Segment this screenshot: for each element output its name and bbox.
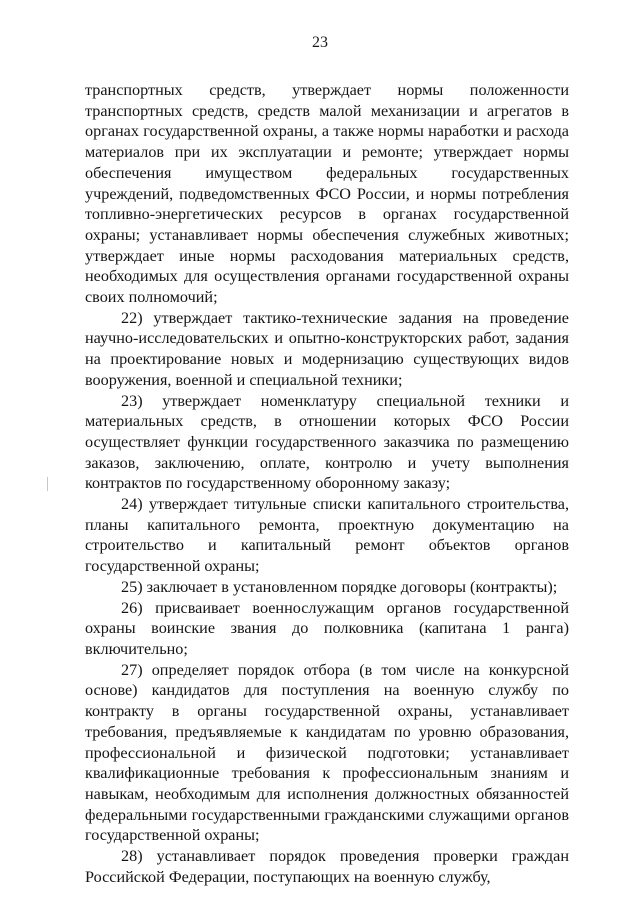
paragraph-23: 23) утверждает номенклатуру специальной техники и материальных средств, в отношении которых ФСО России осуществляет функции государственного заказчика по размещению заказов, заключению, оплате, контролю и учету выполнения контрактов по государственному оборонному заказу; (85, 391, 569, 493)
paragraph-24: 24) утверждает титульные списки капитального строительства, планы капитального ремонта, проектную документацию на строительство и капитальный ремонт объектов органов государственной охраны; (85, 495, 569, 576)
scan-margin-mark (47, 477, 48, 491)
paragraph-25: 25) заключает в установленном порядке договоры (контракты); (121, 577, 558, 596)
paragraph-26: 26) присваивает военнослужащим органов государственной охраны воинские звания до полковника (капитана 1 ранга) включительно; (85, 598, 569, 658)
paragraph-22: 22) утверждает тактико-технические задания на проведение научно-исследовательских и опытно-конструкторских работ, задания на проектирование новых и модернизацию существующих видов вооружения, военной и специальной техники; (85, 308, 569, 389)
page-number: 23 (312, 34, 328, 51)
paragraph-28: 28) устанавливает порядок проведения проверки граждан Российской Федерации, поступающих на военную службу, (85, 847, 569, 886)
document-body (85, 80, 569, 887)
paragraph-27: 27) определяет порядок отбора (в том числе на конкурсной основе) кандидатов для поступления на военную службу по контракту в органы государственной охраны, устанавливает требования, предъявляемые к кандидатам по уровню образования, профессиональной и физической подготовки; устанавливает квалификационные требования к профессиональным знаниям и навыкам, необходимым для исполнения должностных обязанностей федеральными государственными гражданскими служащими органов государственной охраны; (85, 660, 569, 845)
paragraph-21-continuation: транспортных средств, утверждает нормы положенности транспортных средств, средств малой механизации и агрегатов в органах государственной охраны, а также нормы наработки и расхода материалов при их эксплуатации и ремонте; утверждает нормы обеспечения имуществом федеральных государственных учреждений, подведомственных ФСО России, и нормы потребления топливно-энергетических ресурсов в органах государственной охраны; устанавливает нормы обеспечения служебных животных; утверждает иные нормы расходования материальных средств, необходимых для осуществления органами государственной охраны своих полномочий; (85, 81, 569, 307)
